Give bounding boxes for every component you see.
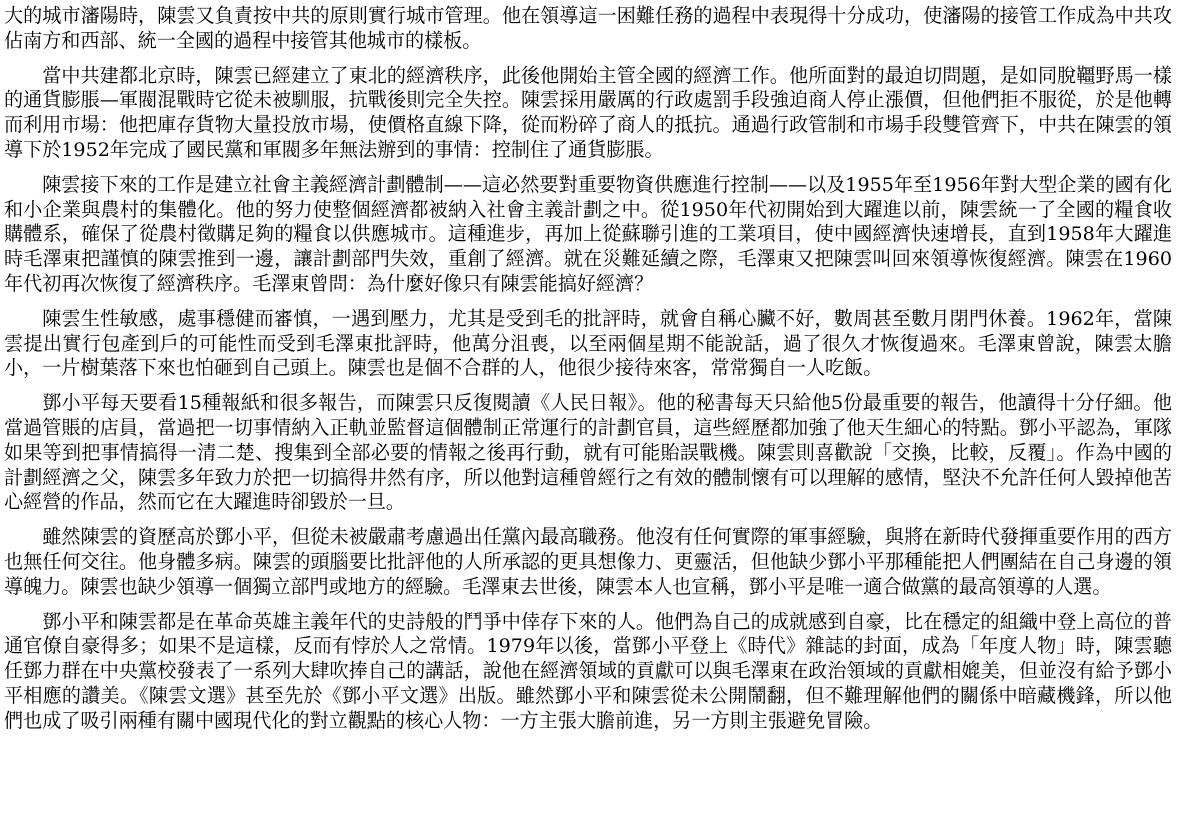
paragraph-2: 當中共建都北京時，陳雲已經建立了東北的經濟秩序，此後他開始主管全國的經濟工作。他所面對的最迫切問題，是如同脫韁野馬一樣的通貨膨脹—軍閥混戰時它從未被馴服，抗戰後則完全失控。陳雲採用嚴厲的行政處罰手段強迫商人停止漲價，但他們拒不服從，於是他轉而利用市場：他把庫存貨物大量投放市場，使價格直線下降，從而粉碎了商人的抵抗。通過行政管制和市場手段雙管齊下，中共在陳雲的領導下於1952年完成了國民黨和軍閥多年無法辦到的事情：控制住了通貨膨脹。 [4,63,1172,161]
paragraph-3: 陳雲接下來的工作是建立社會主義經濟計劃體制——這必然要對重要物資供應進行控制——以及1955年至1956年對大型企業的國有化和小企業與農村的集體化。他的努力使整個經濟都被納入社會主義計劃之中。從1950年代初開始到大躍進以前，陳雲統一了全國的糧食收購體系，確保了從農村徵購足夠的糧食以供應城市。這種進步，再加上從蘇聯引進的工業項目，使中國經濟快速增長，直到1958年大躍進時毛澤東把謹慎的陳雲推到一邊，讓計劃部門失效，重創了經濟。就在災難延續之際，毛澤東又把陳雲叫回來領導恢復經濟。陳雲在1960年代初再次恢復了經濟秩序。毛澤東曾問：為什麼好像只有陳雲能搞好經濟？ [4,172,1172,295]
paragraph-4: 陳雲生性敏感，處事穩健而審慎，一遇到壓力，尤其是受到毛的批評時，就會自稱心臟不好，數周甚至數月閉門休養。1962年，當陳雲提出實行包產到戶的可能性而受到毛澤東批評時，他萬分沮喪，以至兩個星期不能說話，過了很久才恢復過來。毛澤東曾說，陳雲太膽小，一片樹葉落下來也怕砸到自己頭上。陳雲也是個不合群的人，他很少接待來客，常常獨自一人吃飯。 [4,306,1172,380]
paragraph-7: 鄧小平和陳雲都是在革命英雄主義年代的史詩般的鬥爭中倖存下來的人。他們為自己的成就感到自豪，比在穩定的組織中登上高位的普通官僚自豪得多；如果不是這樣，反而有悖於人之常情。1979年以後，當鄧小平登上《時代》雜誌的封面，成為「年度人物」時，陳雲聽任鄧力群在中央黨校發表了一系列大肆吹捧自己的講話，說他在經濟領域的貢獻可以與毛澤東在政治領域的貢獻相媲美，但並沒有給予鄧小平相應的讚美。《陳雲文選》甚至先於《鄧小平文選》出版。雖然鄧小平和陳雲從未公開鬧翻，但不難理解他們的關係中暗藏機鋒，所以他們也成了吸引兩種有關中國現代化的對立觀點的核心人物：一方主張大膽前進，另一方則主張避免冒險。 [4,609,1172,732]
paragraph-6: 雖然陳雲的資歷高於鄧小平，但從未被嚴肅考慮過出任黨內最高職務。他沒有任何實際的軍事經驗，與將在新時代發揮重要作用的西方也無任何交往。他身體多病。陳雲的頭腦要比批評他的人所承認的更具想像力、更靈活，但他缺少鄧小平那種能把人們團結在自己身邊的領導魄力。陳雲也缺少領導一個獨立部門或地方的經驗。毛澤東去世後，陳雲本人也宣稱，鄧小平是唯一適合做黨的最高領導的人選。 [4,525,1172,598]
paragraph-5: 鄧小平每天要看15種報紙和很多報告，而陳雲只反復閱讀《人民日報》。他的秘書每天只給他5份最重要的報告，他讀得十分仔細。他當過管賬的店員，當過把一切事情納入正軌並監督這個體制正常運行的計劃官員，這些經歷都加強了他天生細心的特點。鄧小平認為，軍隊如果等到把事情搞得一清二楚、搜集到全部必要的情報之後再行動，就有可能貽誤戰機。陳雲則喜歡說「交換，比較，反覆」。作為中國的計劃經濟之父，陳雲多年致力於把一切搞得井然有序，所以他對這種曾經行之有效的體制懷有可以理解的感情，堅決不允許任何人毀掉他苦心經營的作品，然而它在大躍進時卻毀於一旦。 [4,391,1172,514]
paragraph-1: 大的城市瀋陽時，陳雲又負責按中共的原則實行城市管理。他在領導這一困難任務的過程中表現得十分成功，使瀋陽的接管工作成為中共攻佔南方和西部、統一全國的過程中接管其他城市的樣板。 [4,4,1172,52]
